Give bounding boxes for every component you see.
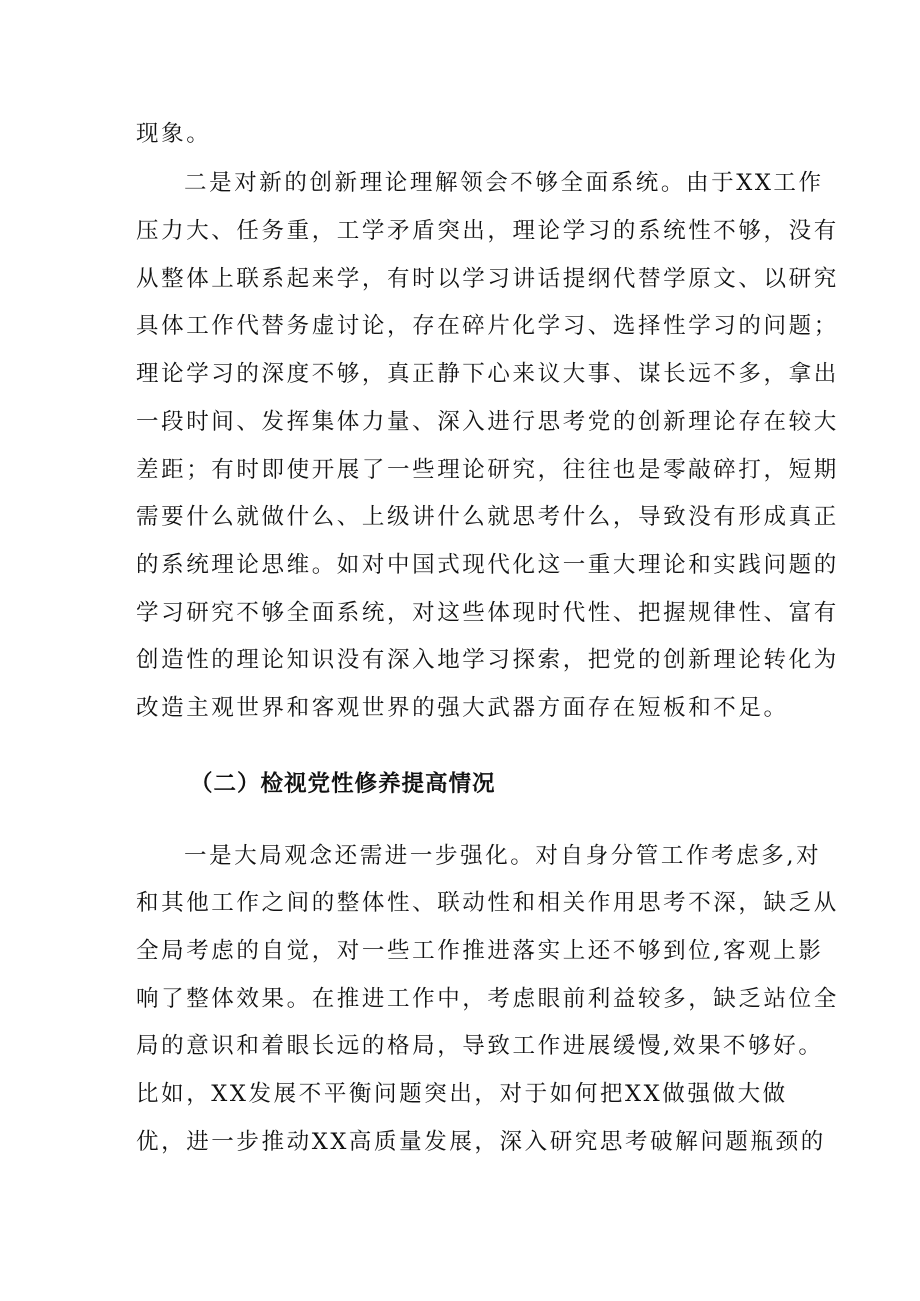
paragraph-line: 的系统理论思维。如对中国式现代化这一重大理论和实践问题的: [136, 552, 839, 578]
paragraph-line: 具体工作代替务虚讨论，存在碎片化学习、选择性学习的问题；: [136, 313, 839, 339]
paragraph-line: 二是对新的创新理论理解领会不够全面系统。由于XX工作: [184, 170, 824, 196]
paragraph-line: 从整体上联系起来学，有时以学习讲话提纲代替学原文、以研究: [136, 266, 839, 292]
paragraph-line: 一是大局观念还需进一步强化。对自身分管工作考虑多,对: [184, 843, 822, 869]
paragraph-line: 创造性的理论知识没有深入地学习探索，把党的创新理论转化为: [136, 647, 839, 673]
paragraph-line: 优，进一步推动XX高质量发展，深入研究思考破解问题瓶颈的: [136, 1129, 826, 1155]
paragraph-line: 响了整体效果。在推进工作中，考虑眼前利益较多，缺乏站位全: [136, 986, 839, 1012]
paragraph-line: 改造主观世界和客观世界的强大武器方面存在短板和不足。: [136, 695, 789, 721]
paragraph-line: 和其他工作之间的整体性、联动性和相关作用思考不深，缺乏从: [136, 890, 839, 916]
paragraph-line: 全局考虑的自觉，对一些工作推进落实上还不够到位,客观上影: [136, 938, 824, 964]
paragraph-line: 比如，XX发展不平衡问题突出，对于如何把XX做强做大做: [136, 1081, 788, 1107]
paragraph-line: 理论学习的深度不够，真正静下心来议大事、谋长远不多，拿出: [136, 361, 839, 387]
paragraph-line: 差距；有时即使开展了一些理论研究，往往也是零敲碎打，短期: [136, 457, 839, 483]
paragraph-line: 需要什么就做什么、上级讲什么就思考什么，导致没有形成真正: [136, 504, 839, 530]
paragraph-line: 局的意识和着眼长远的格局，导致工作进展缓慢,效果不够好。: [136, 1033, 824, 1059]
paragraph-line: 压力大、任务重，工学矛盾突出，理论学习的系统性不够，没有: [136, 218, 839, 244]
paragraph-line: 一段时间、发挥集体力量、深入进行思考党的创新理论存在较大: [136, 409, 839, 435]
paragraph-line: 学习研究不够全面系统，对这些体现时代性、把握规律性、富有: [136, 600, 839, 626]
section-heading: （二）检视党性修养提高情况: [190, 771, 496, 797]
paragraph-line: 现象。: [136, 121, 212, 147]
